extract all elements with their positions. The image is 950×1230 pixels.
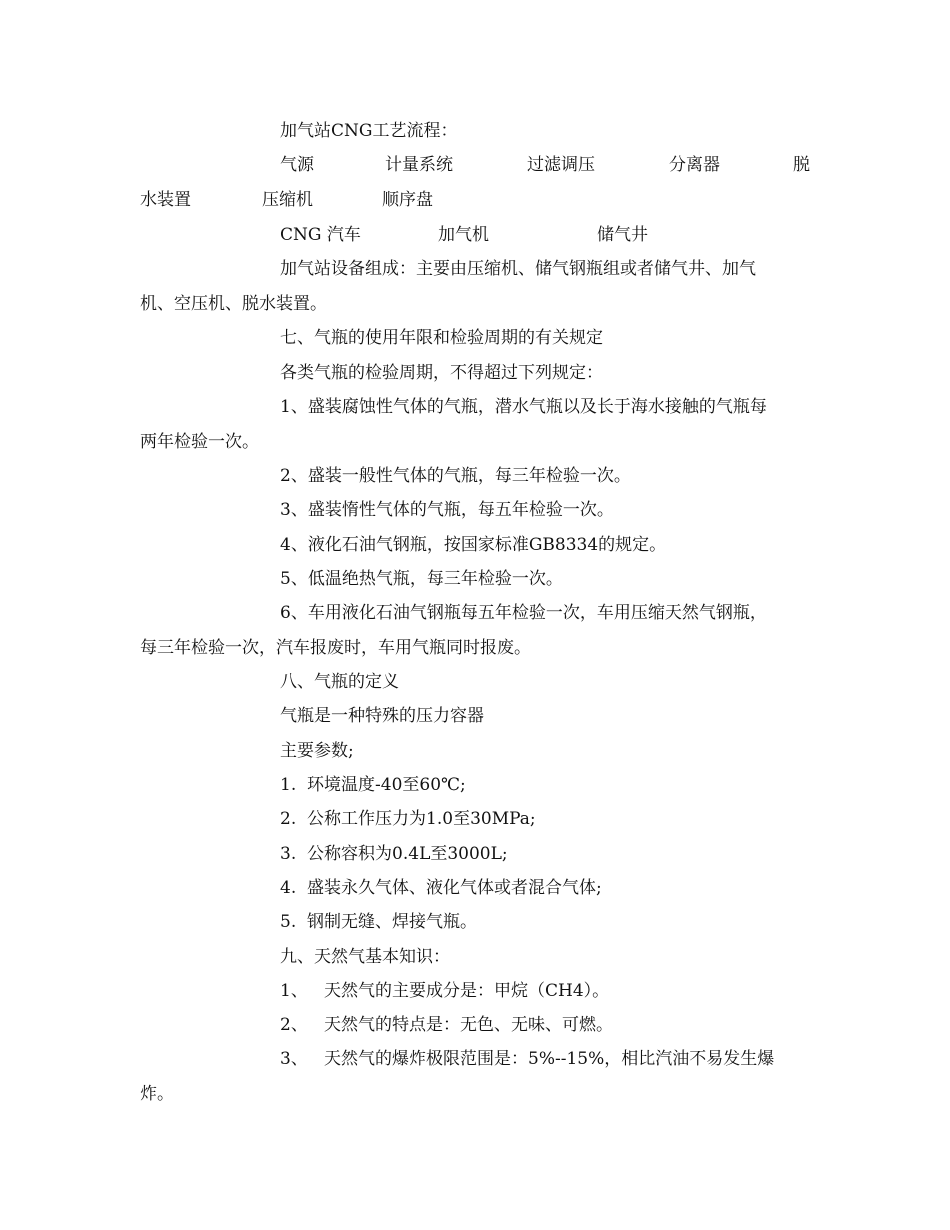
flow-step: 脱 xyxy=(793,155,810,175)
flow-step: 水装置 xyxy=(140,190,191,210)
flow-step: CNG 汽车 xyxy=(280,225,361,245)
inspection-item: 4、液化石油气钢瓶，按国家标准GB8334的规定。 xyxy=(280,535,667,555)
inspection-item-cont: 每三年检验一次，汽车报废时，车用气瓶同时报废。 xyxy=(140,638,531,658)
flow-step: 压缩机 xyxy=(262,190,313,210)
section-9-heading: 九、天然气基本知识： xyxy=(280,947,450,967)
cylinder-definition: 气瓶是一种特殊的压力容器 xyxy=(280,706,484,726)
flow-step: 加气机 xyxy=(438,225,489,245)
params-label: 主要参数; xyxy=(280,741,354,761)
section-8-heading: 八、气瓶的定义 xyxy=(280,672,399,692)
param-item: 4. 盛装永久气体、液化气体或者混合气体; xyxy=(280,878,602,898)
gas-knowledge-item: 2、 天然气的特点是：无色、无味、可燃。 xyxy=(280,1015,614,1035)
gas-knowledge-item-cont: 炸。 xyxy=(140,1084,174,1104)
inspection-item: 1、盛装腐蚀性气体的气瓶，潜水气瓶以及长于海水接触的气瓶每 xyxy=(280,397,767,417)
gas-knowledge-item: 3、 天然气的爆炸极限范围是：5%--15%，相比汽油不易发生爆 xyxy=(280,1049,775,1069)
flow-step: 气源 xyxy=(280,155,314,175)
inspection-item-cont: 两年检验一次。 xyxy=(140,432,259,452)
param-item: 2. 公称工作压力为1.0至30MPa; xyxy=(280,809,536,829)
inspection-item: 2、盛装一般性气体的气瓶，每三年检验一次。 xyxy=(280,466,631,486)
inspection-item: 5、低温绝热气瓶，每三年检验一次。 xyxy=(280,569,563,589)
flow-step: 分离器 xyxy=(669,155,720,175)
gas-knowledge-item: 1、 天然气的主要成分是：甲烷（CH4）。 xyxy=(280,981,610,1001)
cng-process-heading: 加气站CNG工艺流程： xyxy=(280,121,458,141)
flow-step: 储气井 xyxy=(597,225,648,245)
equipment-line: 加气站设备组成：主要由压缩机、储气钢瓶组或者储气井、加气 xyxy=(280,259,756,279)
flow-step: 过滤调压 xyxy=(527,155,595,175)
flow-step: 计量系统 xyxy=(385,155,453,175)
param-item: 1. 环境温度-40至60℃; xyxy=(280,775,466,795)
inspection-item: 3、盛装惰性气体的气瓶，每五年检验一次。 xyxy=(280,500,614,520)
flow-step: 顺序盘 xyxy=(382,190,433,210)
param-item: 3. 公称容积为0.4L至3000L; xyxy=(280,844,508,864)
inspection-item: 6、车用液化石油气钢瓶每五年检验一次，车用压缩天然气钢瓶， xyxy=(280,603,767,623)
section-7-heading: 七、气瓶的使用年限和检验周期的有关规定 xyxy=(280,328,603,348)
param-item: 5. 钢制无缝、焊接气瓶。 xyxy=(280,912,478,932)
section-7-intro: 各类气瓶的检验周期，不得超过下列规定： xyxy=(280,363,603,383)
equipment-line: 机、空压机、脱水装置。 xyxy=(140,294,327,314)
